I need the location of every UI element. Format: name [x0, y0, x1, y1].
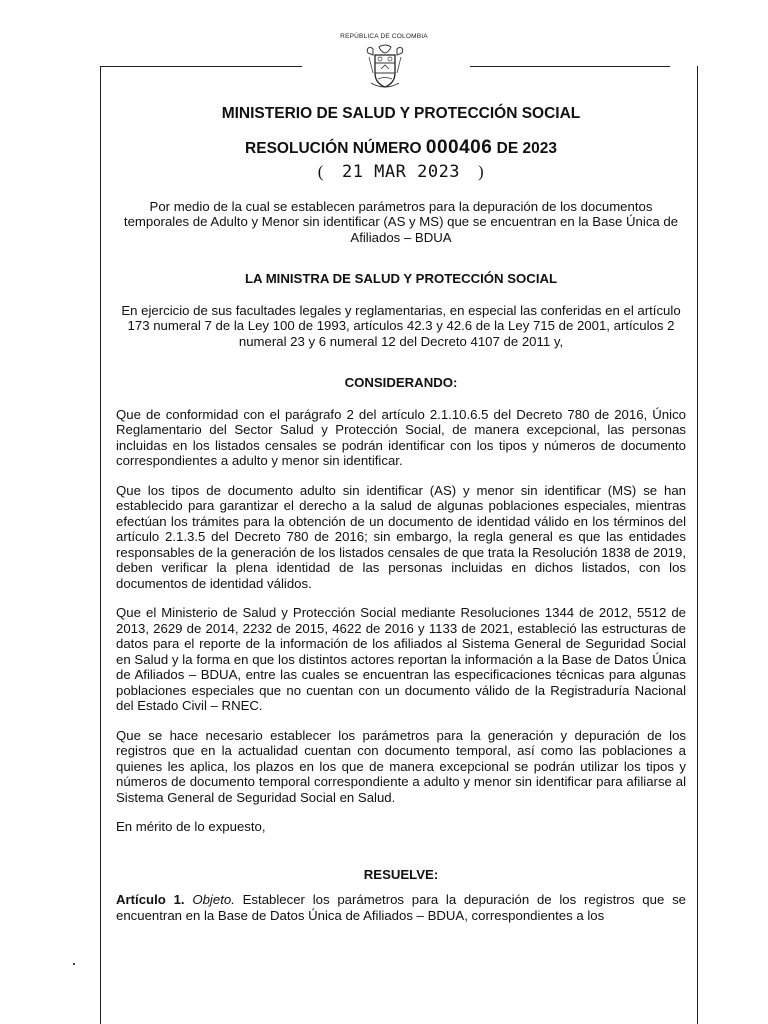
- considerando-paragraph: Que los tipos de documento adulto sin identificar (AS) y menor sin identificar (MS) se han establecido para garantizar el derecho a la salud de algunas poblaciones especiales, mientras efectúan los trámites para la obtención de un documento de identidad válido en los términos del artículo 2.1.3.5 del Decreto 780 de 2016; sin embargo, la regla general es que las entidades responsables de la generación de los listados censales de que trata la Resolución 1838 de 2019, deben verificar la plena identidad de las personas incluidas en dichos listados, con los documentos de identidad válidos.: [116, 482, 686, 591]
- considerando-heading: CONSIDERANDO:: [344, 375, 458, 390]
- article-1: [116, 892, 686, 923]
- resolution-date: [116, 164, 686, 181]
- frame-right-line: [697, 66, 698, 1024]
- date-close-paren: ): [478, 162, 485, 181]
- resolution-label: RESOLUCIÓN NÚMERO: [245, 139, 422, 157]
- resolution-title: [116, 136, 686, 158]
- resuelve-heading: RESUELVE:: [363, 866, 439, 882]
- resolution-number: 000406: [425, 136, 493, 158]
- resolution-subject: Por medio de la cual se establecen parámetros para la depuración de los documentos temporales de Adulto y Menor sin identificar (AS y MS) que se encuentran en la Base Única de Afiliados – BDUA: [123, 198, 679, 245]
- article-1-text: Establecer los parámetros para la depuración de los registros que se encuentran en la Base de Datos Única de Afiliados – BDUA, correspondientes a los: [116, 892, 686, 923]
- document-body: [116, 106, 686, 923]
- republic-label: REPÚBLICA DE COLOMBIA: [340, 33, 428, 40]
- scan-speck: [73, 963, 75, 965]
- considerando-paragraph: Que el Ministerio de Salud y Protección Social mediante Resoluciones 1344 de 2012, 5512 de 2013, 2629 de 2014, 2232 de 2015, 4622 de 2016 y 1133 de 2021, estableció las estructuras de datos para el reporte de la información de los afiliados al Sistema General de Seguridad Social en Salud y la forma en que los distintos actores reportan la información a la Base de Datos Única de Afiliados – BDUA, entre las cuales se encuentran las especificaciones técnicas para algunas poblaciones especiales que no cuentan con un documento válido de la Registraduría Nacional del Estado Civil – RNEC.: [116, 605, 686, 713]
- colombia-coat-of-arms-icon: [365, 43, 405, 91]
- merit-line: En mérito de lo expuesto,: [116, 819, 266, 834]
- date-open-paren: (: [317, 162, 324, 181]
- resolution-year: DE 2023: [496, 139, 557, 157]
- minister-heading: LA MINISTRA DE SALUD Y PROTECCIÓN SOCIAL: [244, 271, 558, 286]
- ministry-title: MINISTERIO DE SALUD Y PROTECCIÓN SOCIAL: [221, 105, 581, 122]
- date-stamp: 21 MAR 2023: [341, 162, 461, 182]
- faculties-paragraph: En ejercicio de sus facultades legales y reglamentarias, en especial las conferidas en el artículo 173 numeral 7 de la Ley 100 de 1993, artículos 42.3 y 42.6 de la Ley 715 de 2001, artículos 2 numeral 23 y 6 numeral 12 del Decreto 4107 de 2011 y,: [121, 302, 681, 349]
- considerando-paragraph: Que se hace necesario establecer los parámetros para la generación y depuración de los registros que en la actualidad cuentan con documento temporal, así como las poblaciones a quienes les aplica, los plazos en los que de manera excepcional se podrán utilizar los tipos y números de documento temporal correspondiente a adulto y menor sin identificar para afiliarse al Sistema General de Seguridad Social en Salud.: [116, 727, 686, 805]
- article-1-label: Artículo 1.: [116, 892, 185, 907]
- frame-left-line: [100, 66, 101, 1024]
- frame-top-left-line: [100, 66, 302, 67]
- considerando-paragraph: Que de conformidad con el parágrafo 2 del artículo 2.1.10.6.5 del Decreto 780 de 2016, Único Reglamentario del Sector Salud y Protección Social, de manera excepcional, las personas incluidas en los listados censales se podrán identificar con los tipos y números de documento correspondientes a adulto y menor sin identificar.: [116, 406, 686, 468]
- article-1-title: Objeto.: [192, 892, 235, 907]
- frame-top-right-line: [470, 66, 670, 67]
